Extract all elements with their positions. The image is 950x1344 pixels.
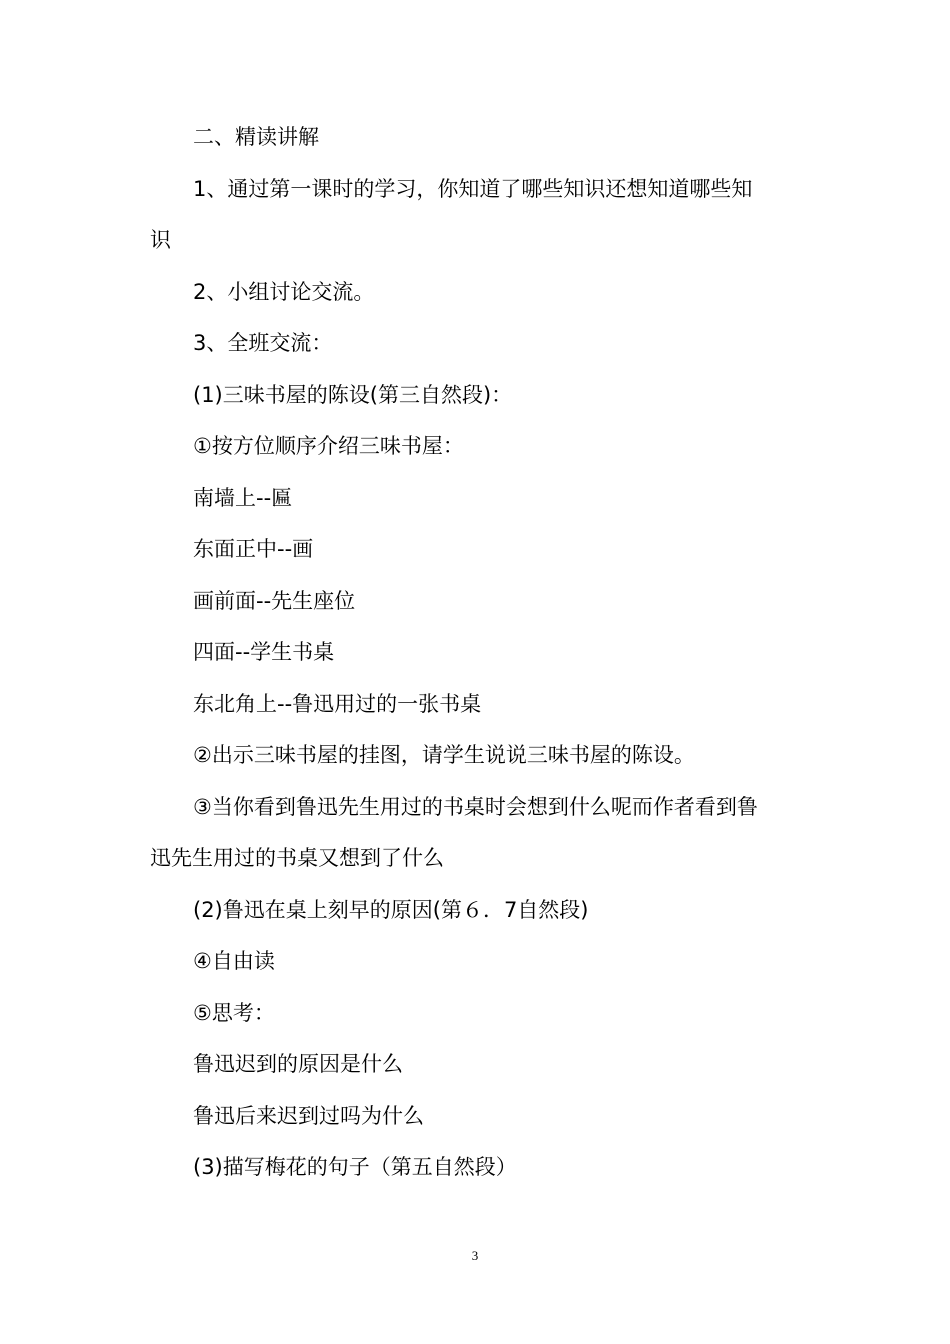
paragraph-line-continuation: 迅先生用过的书桌又想到了什么 xyxy=(150,846,444,870)
paragraph-line: 1、通过第一课时的学习，你知道了哪些知识还想知道哪些知 xyxy=(193,176,753,201)
paragraph-line: 东面正中--画 xyxy=(193,537,314,561)
paragraph-line: ②出示三味书屋的挂图，请学生说说三味书屋的陈设。 xyxy=(193,743,695,767)
paragraph-line: 南墙上--匾 xyxy=(193,485,293,510)
document-body xyxy=(150,112,802,1194)
paragraph-line: 鲁迅迟到的原因是什么 xyxy=(193,1052,403,1076)
subsection-heading: (1)三味书屋的陈设(第三自然段)： xyxy=(193,382,513,407)
paragraph-line: 四面--学生书桌 xyxy=(193,640,335,664)
paragraph-line: 鲁迅后来迟到过吗为什么 xyxy=(193,1103,424,1128)
paragraph-line: ③当你看到鲁迅先生用过的书桌时会想到什么呢而作者看到鲁 xyxy=(193,794,758,819)
paragraph-line: ①按方位顺序介绍三味书屋： xyxy=(193,434,464,458)
paragraph-line: ④自由读 xyxy=(193,949,275,973)
subsection-heading: (2)鲁迅在桌上刻早的原因(第６．7自然段) xyxy=(193,897,589,922)
paragraph-line: 东北角上--鲁迅用过的一张书桌 xyxy=(193,691,482,716)
paragraph-line: 3、全班交流： xyxy=(193,331,333,355)
paragraph-line: 2、小组讨论交流。 xyxy=(193,279,375,304)
paragraph-line: 画前面--先生座位 xyxy=(193,588,356,613)
paragraph-line-continuation: 识 xyxy=(150,228,171,252)
section-heading: 二、精读讲解 xyxy=(193,125,319,149)
subsection-heading: (3)描写梅花的句子（第五自然段） xyxy=(193,1155,517,1179)
paragraph-line: ⑤思考： xyxy=(193,1000,275,1025)
page-number: 3 xyxy=(471,1248,479,1263)
